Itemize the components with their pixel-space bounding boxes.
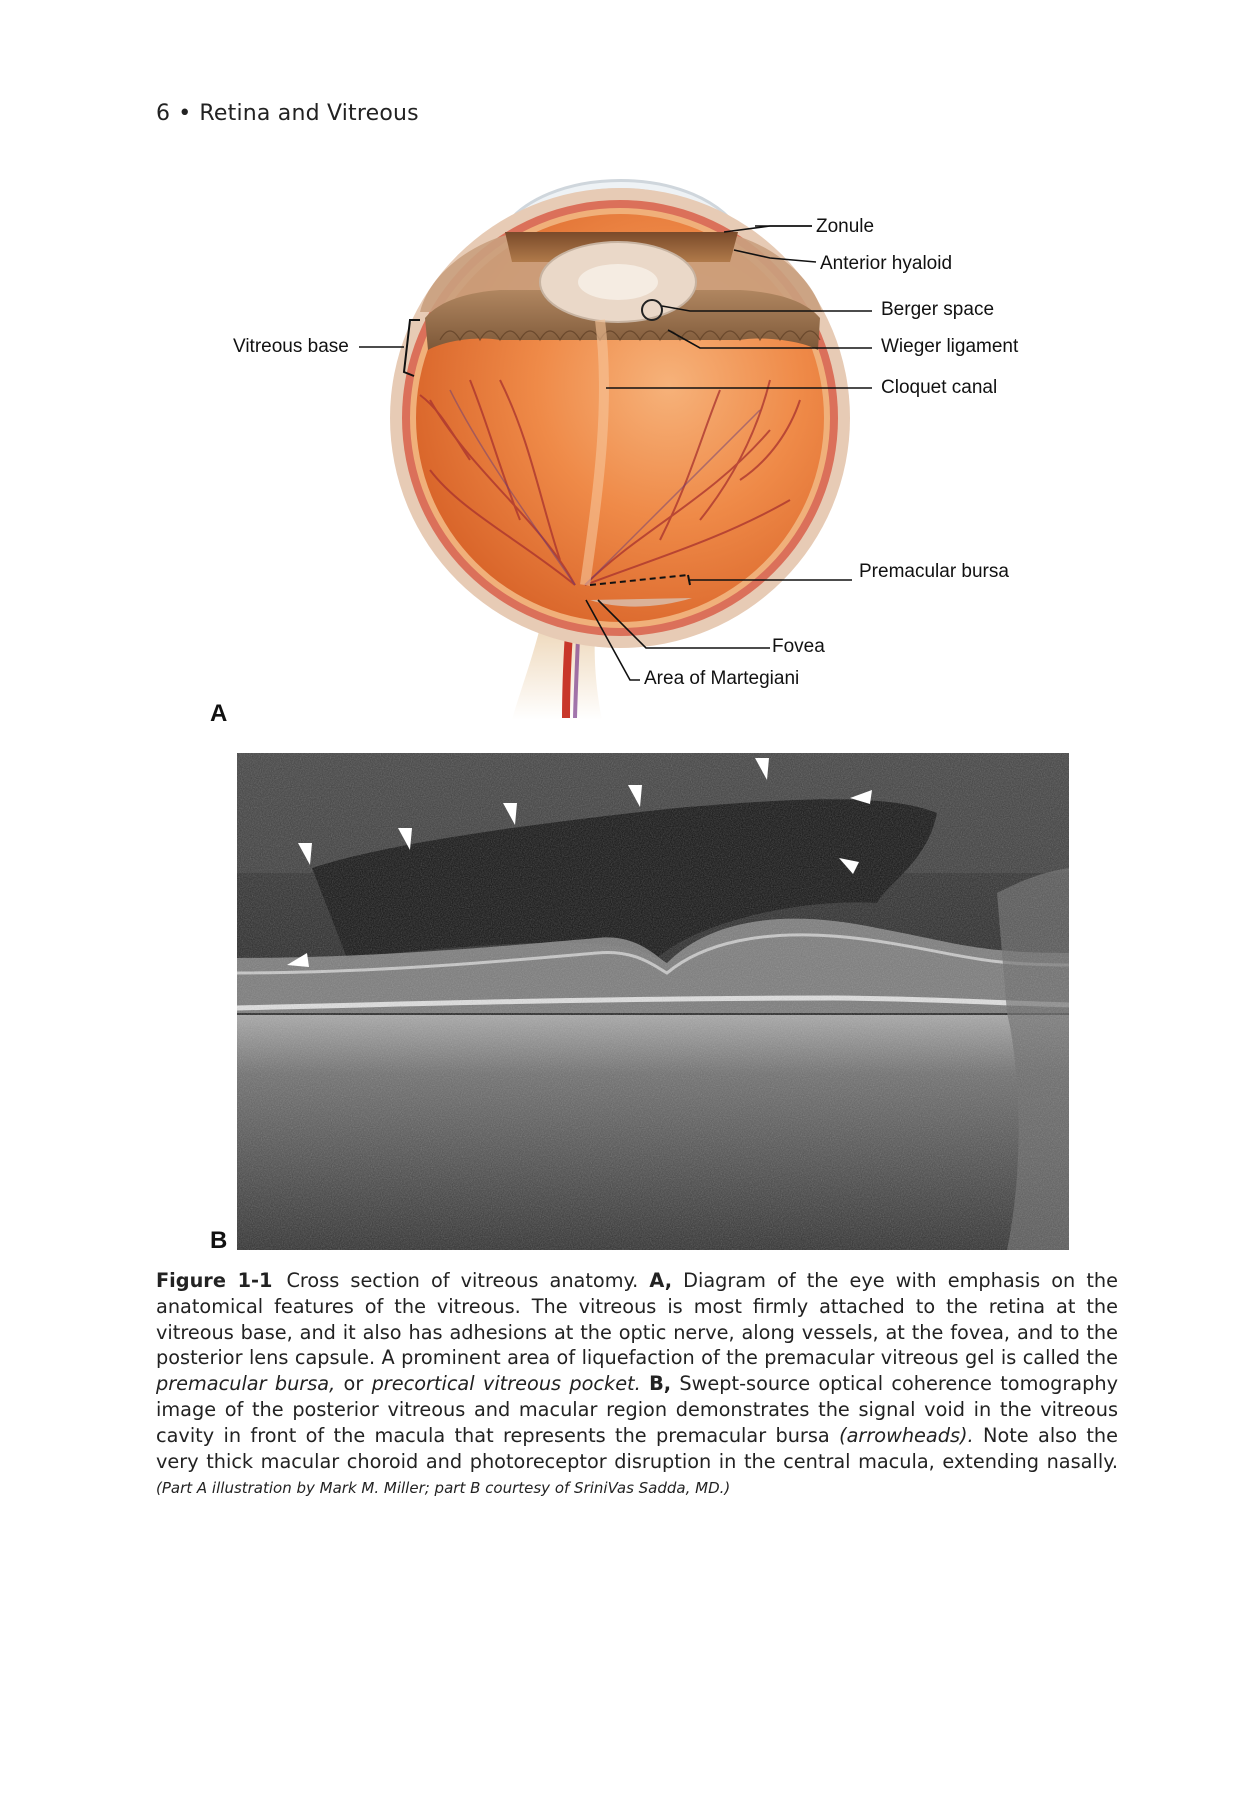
caption-italic-2: precortical vitreous pocket. — [371, 1372, 641, 1396]
panel-letter-b: B — [210, 1227, 228, 1254]
chapter-title: Retina and Vitreous — [199, 101, 419, 126]
figure-credit: (Part A illustration by Mark M. Miller; part B courtesy of SriniVas Sadda, MD.) — [156, 1479, 731, 1498]
eye-cross-section-illustration — [0, 0, 1254, 760]
oct-scan-image — [237, 753, 1069, 1250]
label-zonule: Zonule — [816, 216, 875, 237]
caption-text-3: or — [335, 1372, 372, 1396]
label-berger-space: Berger space — [881, 299, 995, 320]
caption-text-4 — [641, 1372, 649, 1395]
label-fovea: Fovea — [772, 636, 825, 657]
label-anterior-hyaloid: Anterior hyaloid — [820, 253, 953, 274]
caption-bold-b: B, — [649, 1372, 672, 1396]
page-number: 6 — [156, 101, 171, 126]
caption-italic-3: (arrowheads). — [839, 1423, 974, 1447]
caption-bold-a: A, — [649, 1269, 673, 1292]
label-cloquet-canal: Cloquet canal — [881, 377, 998, 398]
caption-text-5: Swept-source optical coherence tomography image of the posterior vitreous and macular region demonstrates the signal void in the vitreous cavity in front of the macula that represents the premacular bursa — [156, 1372, 1118, 1447]
caption-text-6: Note also the very thick macular choroid and photoreceptor disruption in the central macula, extending nasally. — [156, 1423, 1119, 1473]
label-premacular-bursa: Premacular bursa — [859, 561, 1009, 582]
figure-caption — [156, 1268, 1118, 1502]
label-vitreous-base: Vitreous base — [233, 336, 349, 357]
figure-panel-a — [0, 0, 1254, 760]
caption-text-2: Diagram of the eye with emphasis on the anatomical features of the vitreous. The vitreous is most firmly attached to the retina at the vitreous base, and it also has adhesions at the optic nerve, along vessels, at the fovea, and to the posterior lens capsule. A prominent area of liquefaction of the premacular vitreous gel is called the — [156, 1269, 1118, 1370]
oct-scan-graphic — [237, 753, 1069, 1250]
panel-letter-a: A — [210, 700, 228, 727]
figure-label: Figure 1-1 — [156, 1269, 273, 1292]
label-area-of-martegiani: Area of Martegiani — [644, 668, 800, 689]
label-wieger-ligament: Wieger ligament — [881, 336, 1019, 357]
caption-text-1: Cross section of vitreous anatomy. — [286, 1269, 650, 1292]
running-head-bullet: • — [178, 101, 192, 126]
caption-italic-1: premacular bursa, — [156, 1372, 336, 1396]
